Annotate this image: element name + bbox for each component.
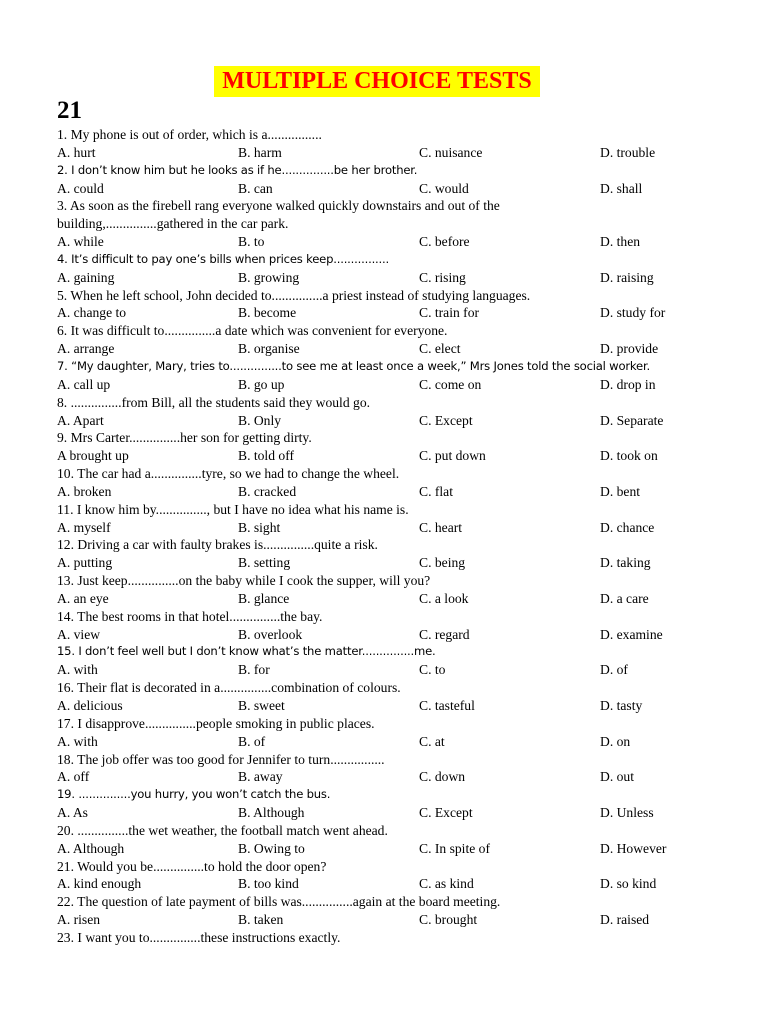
option-b: B. away [238, 769, 283, 785]
option-b: B. told off [238, 448, 295, 464]
options-row [57, 233, 757, 251]
option-a: A. with [57, 662, 98, 678]
question-text-continued: building,...............gathered in the car park. [57, 216, 289, 232]
question-1 [57, 126, 757, 162]
question-2 [57, 162, 757, 198]
question-17 [57, 715, 757, 751]
options-row [57, 144, 757, 162]
option-b: B. to [238, 234, 265, 250]
option-a: A. view [57, 626, 101, 642]
option-d: D. a care [600, 590, 649, 606]
option-a: A. Apart [57, 412, 104, 428]
question-text: 15. I don’t feel well but I don’t know what’s the matter...............me. [57, 644, 436, 659]
question-text: 4. It’s difficult to pay one’s bills when prices keep................ [57, 251, 389, 266]
question-12 [57, 536, 757, 572]
option-a: A. off [57, 769, 90, 785]
option-c: C. Except [419, 805, 473, 821]
option-b: B. can [238, 180, 273, 196]
question-14 [57, 608, 757, 644]
option-c: C. heart [419, 519, 463, 535]
question-list [57, 126, 757, 947]
options-row [57, 911, 757, 929]
question-text: 12. Driving a car with faulty brakes is...............quite a risk. [57, 537, 378, 553]
option-a: A. hurt [57, 144, 96, 160]
option-d: D. tasty [600, 698, 643, 713]
option-d: D. taking [600, 555, 651, 571]
option-d: D. examine [600, 626, 663, 642]
option-a: A. arrange [57, 341, 115, 357]
option-a: A. while [57, 234, 104, 250]
options-row [57, 840, 757, 858]
option-d: D. raised [600, 912, 650, 928]
option-a: A. call up [57, 376, 111, 392]
option-a: A. could [57, 180, 104, 196]
question-text: 5. When he left school, John decided to...............a priest instead of studying languages. [57, 287, 531, 303]
options-row [57, 804, 757, 822]
options-row [57, 875, 757, 893]
option-a: A. putting [57, 555, 113, 571]
option-b: B. Only [238, 412, 282, 428]
question-15 [57, 643, 757, 679]
option-b: B. Although [238, 805, 305, 821]
option-d: D. then [600, 234, 641, 250]
option-c: C. nuisance [419, 144, 483, 160]
question-text: 3. As soon as the firebell rang everyone walked quickly downstairs and out of the [57, 198, 500, 214]
option-d: D. trouble [600, 144, 656, 160]
options-row [57, 733, 757, 751]
options-row [57, 483, 757, 501]
option-c: C. would [419, 180, 469, 196]
option-c: C. come on [419, 376, 482, 392]
option-c: C. train for [419, 305, 480, 321]
question-20 [57, 822, 757, 858]
question-5 [57, 287, 757, 323]
option-a: A. change to [57, 305, 127, 321]
option-d: D. drop in [600, 376, 656, 392]
option-b: B. of [238, 733, 266, 749]
option-d: D. study for [600, 305, 666, 321]
options-row [57, 412, 757, 430]
option-c: C. brought [419, 912, 478, 928]
option-d: D. shall [600, 180, 643, 196]
option-a: A. gaining [57, 269, 115, 285]
question-7 [57, 358, 757, 394]
options-row [57, 519, 757, 537]
question-3 [57, 197, 757, 251]
option-b: B. glance [238, 590, 290, 606]
option-c: C. regard [419, 626, 470, 642]
question-text: 11. I know him by..............., but I have no idea what his name is. [57, 501, 409, 517]
question-text: 19. ...............you hurry, you won’t catch the bus. [57, 787, 331, 802]
option-d: D. chance [600, 519, 655, 535]
option-a: A brought up [57, 448, 129, 464]
options-row [57, 590, 757, 608]
option-c: C. In spite of [419, 840, 490, 856]
option-a: A. with [57, 733, 98, 749]
option-c: C. down [419, 769, 466, 785]
question-text: 6. It was difficult to...............a date which was convenient for everyone. [57, 323, 448, 339]
options-row [57, 661, 757, 679]
question-text: 7. “My daughter, Mary, tries to...............to see me at least once a week,” Mrs Jones told the social worker. [57, 358, 650, 373]
question-text: 23. I want you to...............these instructions exactly. [57, 929, 341, 945]
option-c: C. being [419, 555, 466, 571]
option-b: B. growing [238, 269, 300, 285]
option-d: D. However [600, 840, 667, 856]
option-d: D. provide [600, 341, 659, 357]
option-a: A. delicious [57, 698, 123, 713]
option-b: B. become [238, 305, 297, 321]
option-a: A. As [57, 805, 88, 821]
option-b: B. for [238, 662, 270, 678]
option-d: D. took on [600, 448, 658, 464]
question-19 [57, 786, 757, 822]
option-a: A. myself [57, 519, 111, 535]
question-16 [57, 679, 757, 715]
question-11 [57, 501, 757, 537]
option-c: C. as kind [419, 876, 474, 892]
question-10 [57, 465, 757, 501]
options-row [57, 340, 757, 358]
test-number: 21 [57, 97, 82, 124]
option-d: D. raising [600, 269, 654, 285]
question-22 [57, 893, 757, 929]
option-b: B. too kind [238, 876, 299, 892]
question-13 [57, 572, 757, 608]
options-row [57, 376, 757, 394]
question-4 [57, 251, 757, 287]
option-c: C. to [419, 662, 446, 678]
options-row [57, 626, 757, 644]
option-b: B. harm [238, 144, 282, 160]
option-c: C. a look [419, 590, 469, 606]
option-c: C. rising [419, 269, 466, 285]
page-title: MULTIPLE CHOICE TESTS [214, 66, 540, 97]
options-row [57, 447, 757, 465]
option-b: B. sight [238, 519, 281, 535]
option-c: C. flat [419, 483, 453, 499]
question-text: 13. Just keep...............on the baby while I cook the supper, will you? [57, 573, 431, 589]
question-text: 16. Their flat is decorated in a...............combination of colours. [57, 680, 401, 696]
option-d: D. Unless [600, 805, 654, 821]
options-row [57, 697, 757, 715]
option-b: B. cracked [238, 483, 297, 499]
question-text: 9. Mrs Carter...............her son for getting dirty. [57, 430, 312, 446]
option-d: D. bent [600, 483, 641, 499]
question-8 [57, 394, 757, 430]
option-c: C. at [419, 733, 445, 749]
option-a: A. kind enough [57, 876, 142, 892]
question-text: 2. I don’t know him but he looks as if he...............be her brother. [57, 162, 418, 177]
option-b: B. setting [238, 555, 291, 571]
option-c: C. tasteful [419, 698, 475, 713]
option-b: B. sweet [238, 698, 285, 713]
question-21 [57, 858, 757, 894]
option-b: B. overlook [238, 626, 303, 642]
option-b: B. organise [238, 341, 300, 357]
option-b: B. taken [238, 912, 284, 928]
question-text: 8. ...............from Bill, all the students said they would go. [57, 394, 371, 410]
question-text: 1. My phone is out of order, which is a................ [57, 127, 322, 142]
option-c: C. elect [419, 341, 461, 357]
option-d: D. of [600, 662, 628, 678]
option-a: A. risen [57, 912, 101, 928]
question-text: 22. The question of late payment of bills was...............again at the board meeting. [57, 894, 501, 910]
question-text: 21. Would you be...............to hold the door open? [57, 858, 327, 874]
option-c: C. before [419, 234, 470, 250]
question-18 [57, 751, 757, 787]
option-a: A. broken [57, 483, 112, 499]
option-b: B. go up [238, 376, 285, 392]
option-a: A. an eye [57, 590, 109, 606]
question-text: 20. ...............the wet weather, the football match went ahead. [57, 822, 388, 838]
question-text: 18. The job offer was too good for Jennifer to turn................ [57, 751, 385, 767]
option-d: D. on [600, 733, 631, 749]
option-d: D. out [600, 769, 634, 785]
question-text: 17. I disapprove...............people smoking in public places. [57, 715, 375, 731]
option-b: B. Owing to [238, 840, 305, 856]
question-6 [57, 322, 757, 358]
options-row [57, 269, 757, 287]
option-c: C. put down [419, 448, 486, 464]
options-row [57, 554, 757, 572]
option-d: D. Separate [600, 412, 664, 428]
question-23 [57, 929, 757, 947]
option-a: A. Although [57, 840, 125, 856]
question-9 [57, 429, 757, 465]
options-row [57, 304, 757, 322]
question-text: 10. The car had a...............tyre, so we had to change the wheel. [57, 466, 400, 482]
option-c: C. Except [419, 412, 473, 428]
options-row [57, 768, 757, 786]
option-d: D. so kind [600, 876, 657, 892]
question-text: 14. The best rooms in that hotel...............the bay. [57, 608, 323, 624]
options-row [57, 180, 757, 198]
